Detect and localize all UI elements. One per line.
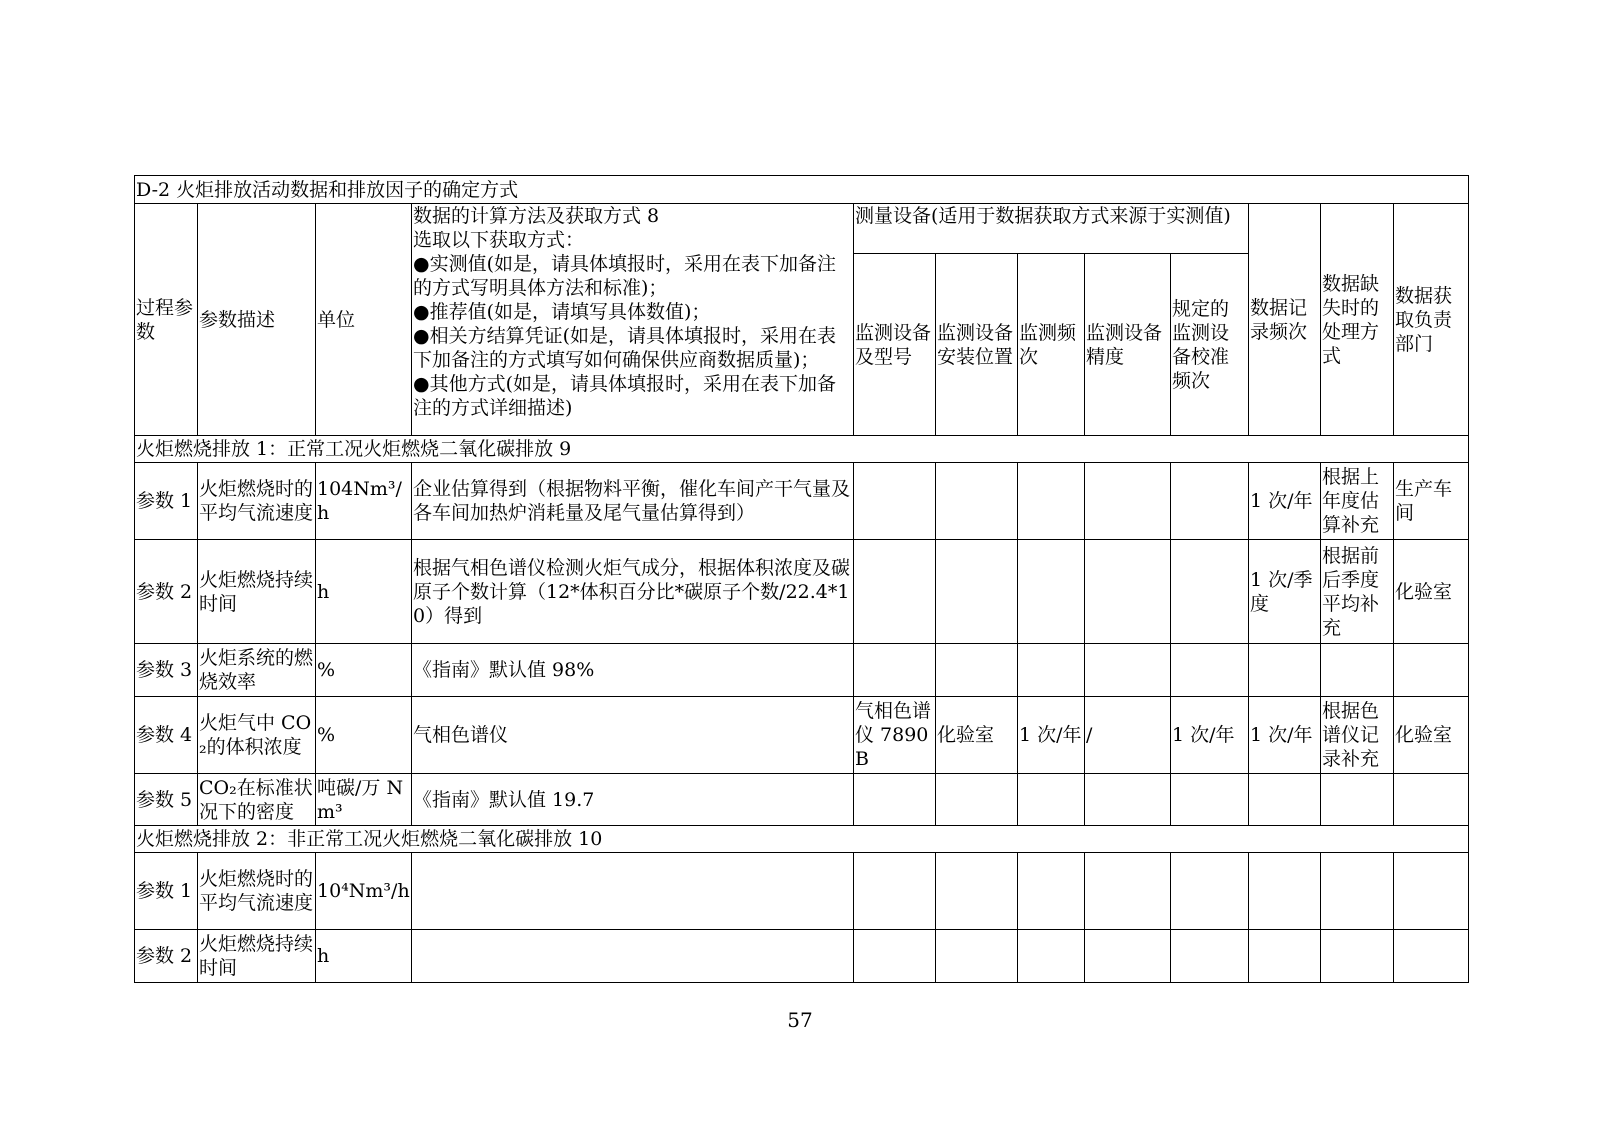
cell-precision xyxy=(1085,540,1171,644)
page-number: 57 xyxy=(787,1008,813,1032)
cell-param: 参数 4 xyxy=(135,697,198,774)
header-responsible-dept: 数据获取负责部门 xyxy=(1394,204,1469,436)
header-missing-handling: 数据缺失时的处理方式 xyxy=(1321,204,1394,436)
cell-calib-freq xyxy=(1171,774,1249,826)
cell-missing-handling xyxy=(1321,853,1394,930)
cell-calib-freq xyxy=(1171,853,1249,930)
cell-missing-handling: 根据色谱仪记录补充 xyxy=(1321,697,1394,774)
cell-record-freq xyxy=(1249,930,1321,983)
cell-desc: 火炬系统的燃烧效率 xyxy=(198,644,316,697)
cell-missing-handling: 根据前后季度平均补充 xyxy=(1321,540,1394,644)
cell-responsible-dept xyxy=(1394,930,1469,983)
cell-equip-location xyxy=(936,644,1018,697)
cell-equip-model: 气相色谱仪 7890B xyxy=(854,697,936,774)
cell-method: 根据气相色谱仪检测火炬气成分，根据体积浓度及碳原子个数计算（12*体积百分比*碳原子个数/22.4*10）得到 xyxy=(412,540,854,644)
section-title-row xyxy=(135,826,1469,853)
cell-method xyxy=(412,930,854,983)
cell-param: 参数 3 xyxy=(135,644,198,697)
cell-responsible-dept xyxy=(1394,774,1469,826)
cell-desc: 火炬燃烧持续时间 xyxy=(198,930,316,983)
cell-precision xyxy=(1085,644,1171,697)
cell-calib-freq xyxy=(1171,463,1249,540)
header-method-option-measured: ●实测值(如是，请具体填报时，采用在表下加备注的方式写明具体方法和标准)； xyxy=(413,253,836,299)
cell-monitor-freq xyxy=(1018,853,1085,930)
cell-missing-handling: 根据上年度估算补充 xyxy=(1321,463,1394,540)
cell-unit: % xyxy=(316,644,412,697)
table-row xyxy=(135,930,1469,983)
cell-method: 企业估算得到（根据物料平衡，催化车间产干气量及各车间加热炉消耗量及尾气量估算得到） xyxy=(412,463,854,540)
cell-equip-location xyxy=(936,540,1018,644)
header-equip-model: 监测设备及型号 xyxy=(854,254,936,436)
header-equipment-group: 测量设备(适用于数据获取方式来源于实测值) xyxy=(854,204,1249,254)
section-title-row xyxy=(135,436,1469,463)
cell-precision xyxy=(1085,463,1171,540)
cell-param: 参数 2 xyxy=(135,540,198,644)
cell-equip-model xyxy=(854,463,936,540)
cell-monitor-freq xyxy=(1018,644,1085,697)
cell-param: 参数 5 xyxy=(135,774,198,826)
header-method-option-recommended: ●推荐值(如是，请填写具体数值)； xyxy=(413,301,711,323)
cell-method xyxy=(412,853,854,930)
cell-equip-location xyxy=(936,853,1018,930)
cell-desc: 火炬燃烧时的平均气流速度 xyxy=(198,463,316,540)
cell-precision xyxy=(1085,930,1171,983)
cell-calib-freq xyxy=(1171,930,1249,983)
header-monitor-freq: 监测频次 xyxy=(1018,254,1085,436)
cell-equip-location: 化验室 xyxy=(936,697,1018,774)
cell-monitor-freq xyxy=(1018,930,1085,983)
cell-responsible-dept: 化验室 xyxy=(1394,540,1469,644)
cell-monitor-freq: 1 次/年 xyxy=(1018,697,1085,774)
cell-equip-model xyxy=(854,930,936,983)
table-row xyxy=(135,697,1469,774)
cell-responsible-dept xyxy=(1394,853,1469,930)
section-title: 火炬燃烧排放 1：正常工况火炬燃烧二氧化碳排放 9 xyxy=(135,436,1469,463)
cell-unit: h xyxy=(316,540,412,644)
table-row xyxy=(135,463,1469,540)
cell-monitor-freq xyxy=(1018,463,1085,540)
cell-method: 《指南》默认值 98% xyxy=(412,644,854,697)
cell-unit: % xyxy=(316,697,412,774)
cell-responsible-dept: 生产车间 xyxy=(1394,463,1469,540)
section-title: 火炬燃烧排放 2：非正常工况火炬燃烧二氧化碳排放 10 xyxy=(135,826,1469,853)
header-param-desc: 参数描述 xyxy=(198,204,316,436)
cell-equip-location xyxy=(936,930,1018,983)
header-method-title: 数据的计算方法及获取方式 8 xyxy=(413,205,660,227)
cell-monitor-freq xyxy=(1018,774,1085,826)
table-row xyxy=(135,644,1469,697)
cell-unit: 104Nm³/h xyxy=(316,463,412,540)
cell-desc: 火炬燃烧时的平均气流速度 xyxy=(198,853,316,930)
cell-equip-location xyxy=(936,463,1018,540)
cell-missing-handling xyxy=(1321,930,1394,983)
cell-record-freq: 1 次/季度 xyxy=(1249,540,1321,644)
header-record-freq: 数据记录频次 xyxy=(1249,204,1321,436)
header-row-main xyxy=(135,204,1469,254)
cell-desc: 火炬气中 CO₂的体积浓度 xyxy=(198,697,316,774)
header-process-param: 过程参数 xyxy=(135,204,198,436)
header-method xyxy=(412,204,854,436)
table-header xyxy=(135,176,1469,436)
cell-equip-model xyxy=(854,774,936,826)
table-row xyxy=(135,540,1469,644)
cell-responsible-dept xyxy=(1394,644,1469,697)
cell-equip-model xyxy=(854,853,936,930)
table-row xyxy=(135,774,1469,826)
header-method-option-other: ●其他方式(如是，请具体填报时，采用在表下加备注的方式详细描述) xyxy=(413,373,836,419)
table-body xyxy=(135,436,1469,983)
cell-desc: 火炬燃烧持续时间 xyxy=(198,540,316,644)
cell-equip-model xyxy=(854,540,936,644)
cell-calib-freq xyxy=(1171,644,1249,697)
header-method-instruction: 选取以下获取方式： xyxy=(413,229,585,251)
cell-equip-location xyxy=(936,774,1018,826)
header-equip-location: 监测设备安装位置 xyxy=(936,254,1018,436)
cell-record-freq xyxy=(1249,774,1321,826)
cell-precision xyxy=(1085,774,1171,826)
cell-unit: 10⁴Nm³/h xyxy=(316,853,412,930)
cell-equip-model xyxy=(854,644,936,697)
cell-unit: 吨碳/万 Nm³ xyxy=(316,774,412,826)
header-calib-freq: 规定的监测设备校准频次 xyxy=(1171,254,1249,436)
header-unit: 单位 xyxy=(316,204,412,436)
cell-record-freq: 1 次/年 xyxy=(1249,697,1321,774)
table-title: D-2 火炬排放活动数据和排放因子的确定方式 xyxy=(135,176,1469,204)
cell-calib-freq xyxy=(1171,540,1249,644)
cell-method: 《指南》默认值 19.7 xyxy=(412,774,854,826)
cell-precision xyxy=(1085,853,1171,930)
header-method-option-settlement: ●相关方结算凭证(如是，请具体填报时，采用在表下加备注的方式填写如何确保供应商数据质量)； xyxy=(413,325,836,371)
cell-precision: / xyxy=(1085,697,1171,774)
cell-param: 参数 1 xyxy=(135,853,198,930)
cell-record-freq xyxy=(1249,644,1321,697)
cell-unit: h xyxy=(316,930,412,983)
cell-responsible-dept: 化验室 xyxy=(1394,697,1469,774)
flare-emission-determination-table xyxy=(134,175,1469,983)
table-title-row xyxy=(135,176,1469,204)
cell-missing-handling xyxy=(1321,644,1394,697)
cell-monitor-freq xyxy=(1018,540,1085,644)
cell-param: 参数 1 xyxy=(135,463,198,540)
cell-record-freq: 1 次/年 xyxy=(1249,463,1321,540)
header-equip-precision: 监测设备精度 xyxy=(1085,254,1171,436)
cell-calib-freq: 1 次/年 xyxy=(1171,697,1249,774)
cell-missing-handling xyxy=(1321,774,1394,826)
cell-desc: CO₂在标准状况下的密度 xyxy=(198,774,316,826)
table-row xyxy=(135,853,1469,930)
cell-param: 参数 2 xyxy=(135,930,198,983)
cell-method: 气相色谱仪 xyxy=(412,697,854,774)
cell-record-freq xyxy=(1249,853,1321,930)
